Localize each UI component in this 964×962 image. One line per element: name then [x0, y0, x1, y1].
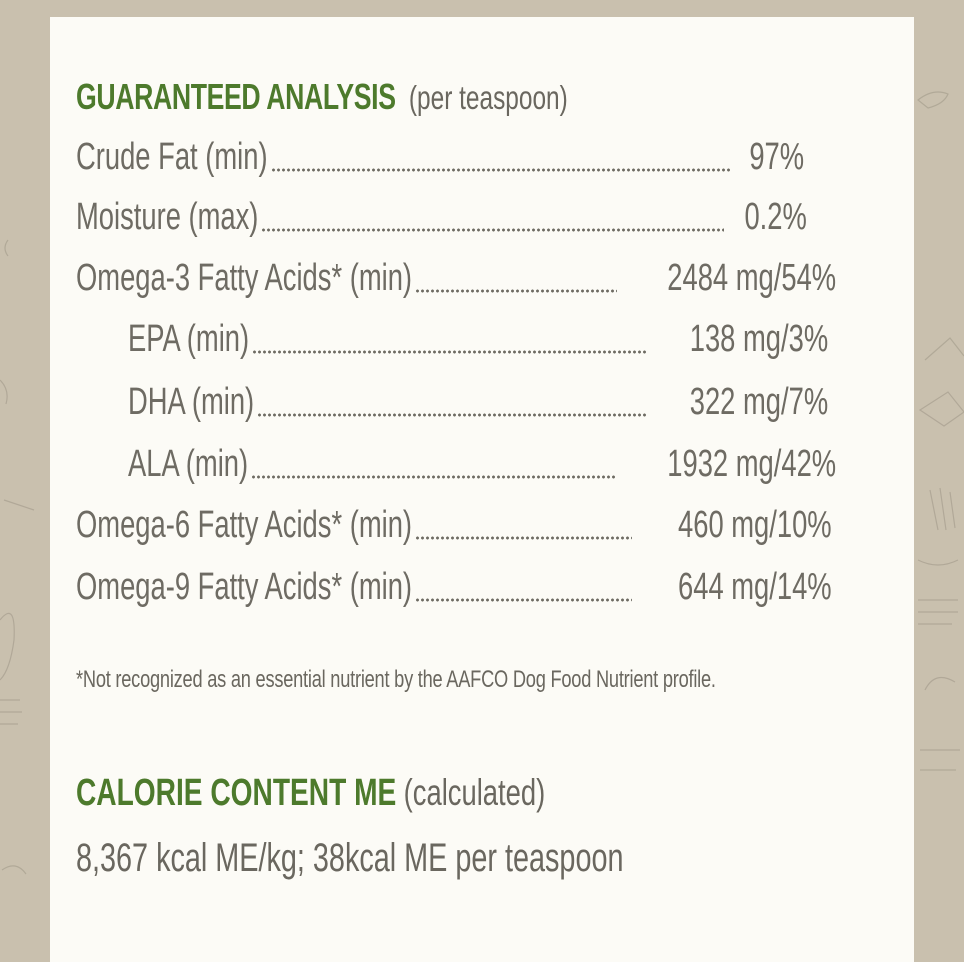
row-value: 322 mg/7%: [689, 381, 828, 423]
analysis-row-omega-6: [76, 504, 833, 548]
calorie-content-heading: [76, 772, 545, 815]
analysis-row-omega-3: [76, 257, 837, 301]
row-value: 460 mg/10%: [678, 504, 833, 546]
dot-leader: [257, 413, 647, 417]
calorie-content-subtitle: (calculated): [403, 772, 546, 813]
guaranteed-analysis-subtitle: (per teaspoon): [408, 79, 568, 116]
row-label: DHA (min): [128, 381, 255, 423]
row-label: EPA (min): [128, 318, 250, 360]
dot-leader: [252, 350, 647, 354]
calorie-content-text: 8,367 kcal ME/kg; 38kcal ME per teaspoon: [76, 836, 624, 880]
row-value: 138 mg/3%: [689, 318, 828, 360]
calorie-content-title: CALORIE CONTENT ME: [76, 772, 397, 814]
dot-leader: [271, 168, 732, 172]
row-value: 0.2%: [744, 196, 807, 238]
row-label: Omega-3 Fatty Acids* (min): [76, 257, 413, 299]
row-label: Omega-6 Fatty Acids* (min): [76, 504, 413, 546]
dot-leader: [415, 289, 617, 293]
footnote: *Not recognized as an essential nutrient by the AAFCO Dog Food Nutrient profile.: [76, 666, 716, 693]
dot-leader: [261, 228, 723, 232]
row-value: 2484 mg/54%: [667, 257, 837, 299]
analysis-row-crude-fat: [76, 136, 805, 180]
guaranteed-analysis-title: GUARANTEED ANALYSIS: [76, 76, 396, 117]
dot-leader: [251, 475, 617, 479]
dot-leader: [415, 536, 632, 540]
row-label: Omega-9 Fatty Acids* (min): [76, 566, 413, 608]
row-value: 97%: [749, 136, 805, 178]
row-value: 644 mg/14%: [678, 566, 833, 608]
analysis-row-omega-9: [76, 566, 833, 610]
analysis-row-epa: [128, 318, 828, 362]
analysis-row-moisture: [76, 196, 807, 240]
guaranteed-analysis-heading: [76, 76, 568, 118]
analysis-row-dha: [128, 381, 828, 425]
row-label: Moisture (max): [76, 196, 259, 238]
row-label: Crude Fat (min): [76, 136, 268, 178]
dot-leader: [415, 598, 632, 602]
row-value: 1932 mg/42%: [667, 443, 837, 485]
analysis-row-ala: [128, 443, 837, 487]
row-label: ALA (min): [128, 443, 249, 485]
